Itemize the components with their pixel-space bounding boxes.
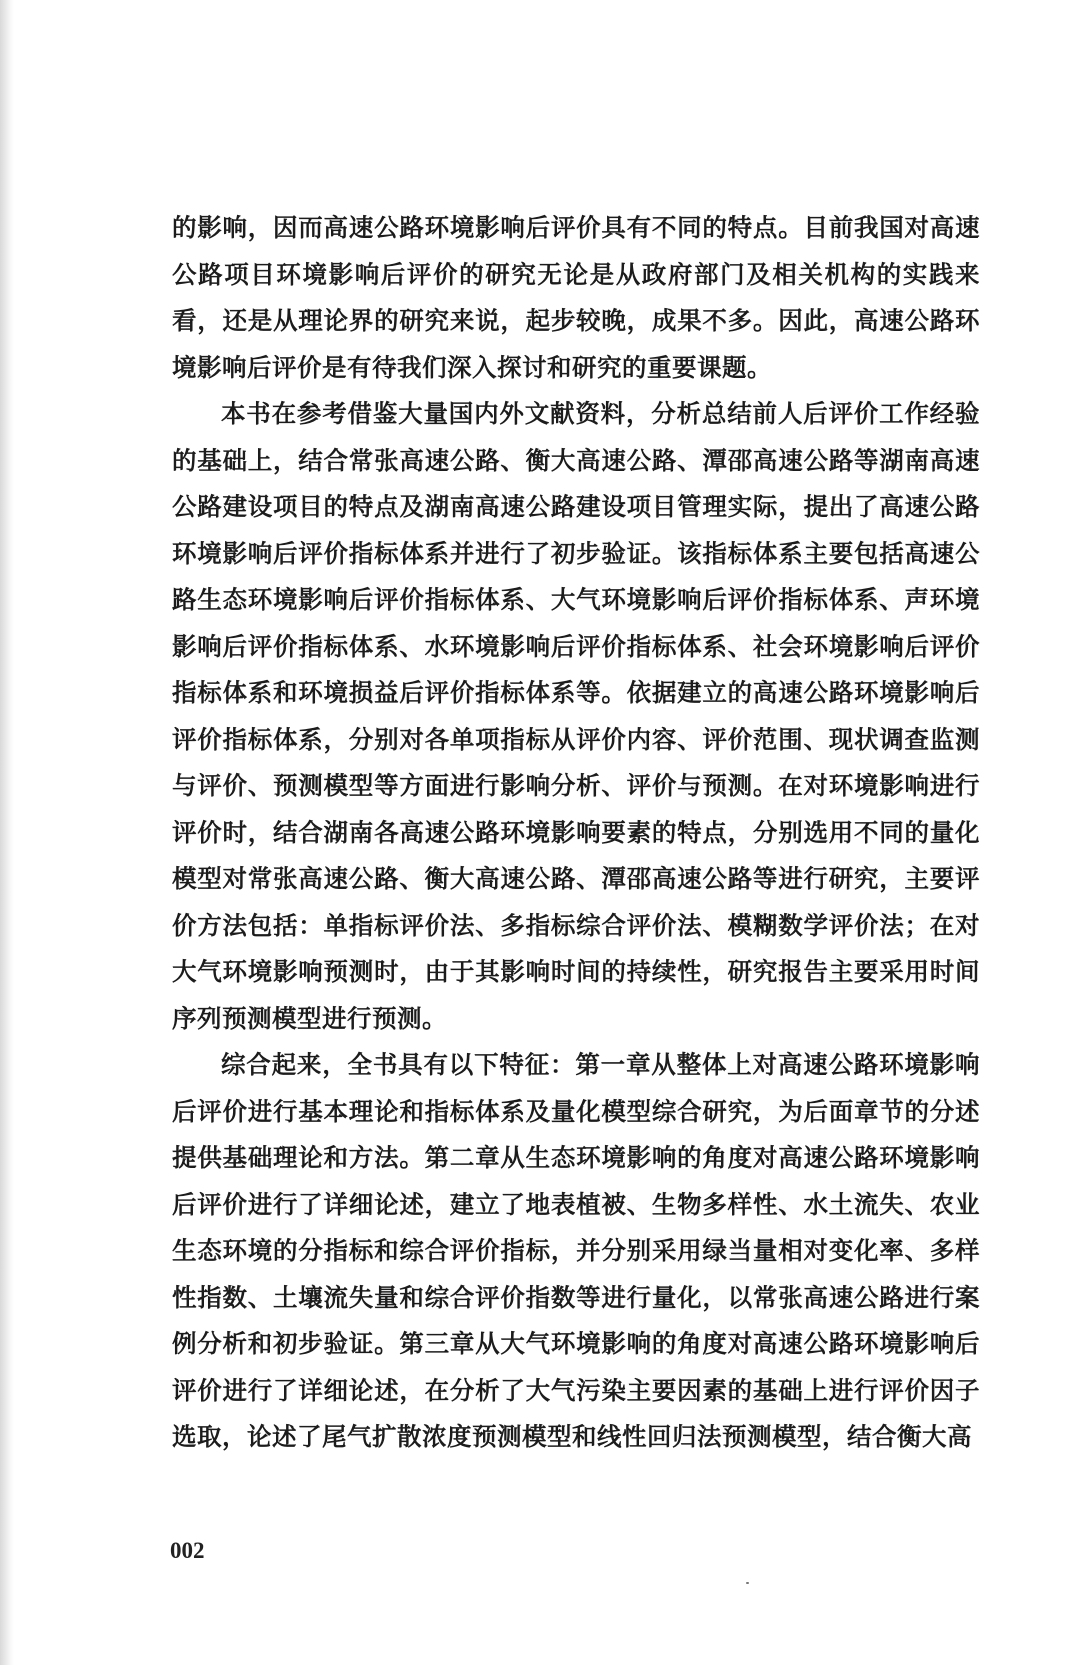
body-text [172, 205, 980, 1461]
paragraph-book-features: 综合起来，全书具有以下特征：第一章从整体上对高速公路环境影响后评价进行基本理论和指标体系及量化模型综合研究，为后面章节的分述提供基础理论和方法。第二章从生态环境影响的角度对高速公路环境影响后评价进行了详细论述，建立了地表植被、生物多样性、水土流失、农业生态环境的分指标和综合评价指标，并分别采用绿当量相对变化率、多样性指数、土壤流失量和综合评价指数等进行量化，以常张高速公路进行案例分析和初步验证。第三章从大气环境影响的角度对高速公路环境影响后评价进行了详细论述，在分析了大气污染主要因素的基础上进行评价因子选取，论述了尾气扩散浓度预测模型和线性回归法预测模型，结合衡大高 [172, 1050, 980, 1451]
paragraph-continuation: 的影响，因而高速公路环境影响后评价具有不同的特点。目前我国对高速公路项目环境影响后评价的研究无论是从政府部门及相关机构的实践来看，还是从理论界的研究来说，起步较晚，成果不多。因此，高速公路环境影响后评价是有待我们深入探讨和研究的重要课题。 [172, 213, 980, 382]
scan-shadow-edge [0, 0, 14, 1665]
scan-speck [746, 1582, 749, 1584]
page-number: 002 [170, 1538, 205, 1563]
paragraph-book-overview: 本书在参考借鉴大量国内外文献资料，分析总结前人后评价工作经验的基础上，结合常张高速公路、衡大高速公路、潭邵高速公路等湖南高速公路建设项目的特点及湖南高速公路建设项目管理实际，提出了高速公路环境影响后评价指标体系并进行了初步验证。该指标体系主要包括高速公路生态环境影响后评价指标体系、大气环境影响后评价指标体系、声环境影响后评价指标体系、水环境影响后评价指标体系、社会环境影响后评价指标体系和环境损益后评价指标体系等。依据建立的高速公路环境影响后评价指标体系，分别对各单项指标从评价内容、评价范围、现状调查监测与评价、预测模型等方面进行影响分析、评价与预测。在对环境影响进行评价时，结合湖南各高速公路环境影响要素的特点，分别选用不同的量化模型对常张高速公路、衡大高速公路、潭邵高速公路等进行研究，主要评价方法包括：单指标评价法、多指标综合评价法、模糊数学评价法；在对大气环境影响预测时，由于其影响时间的持续性，研究报告主要采用时间序列预测模型进行预测。 [172, 399, 980, 1033]
